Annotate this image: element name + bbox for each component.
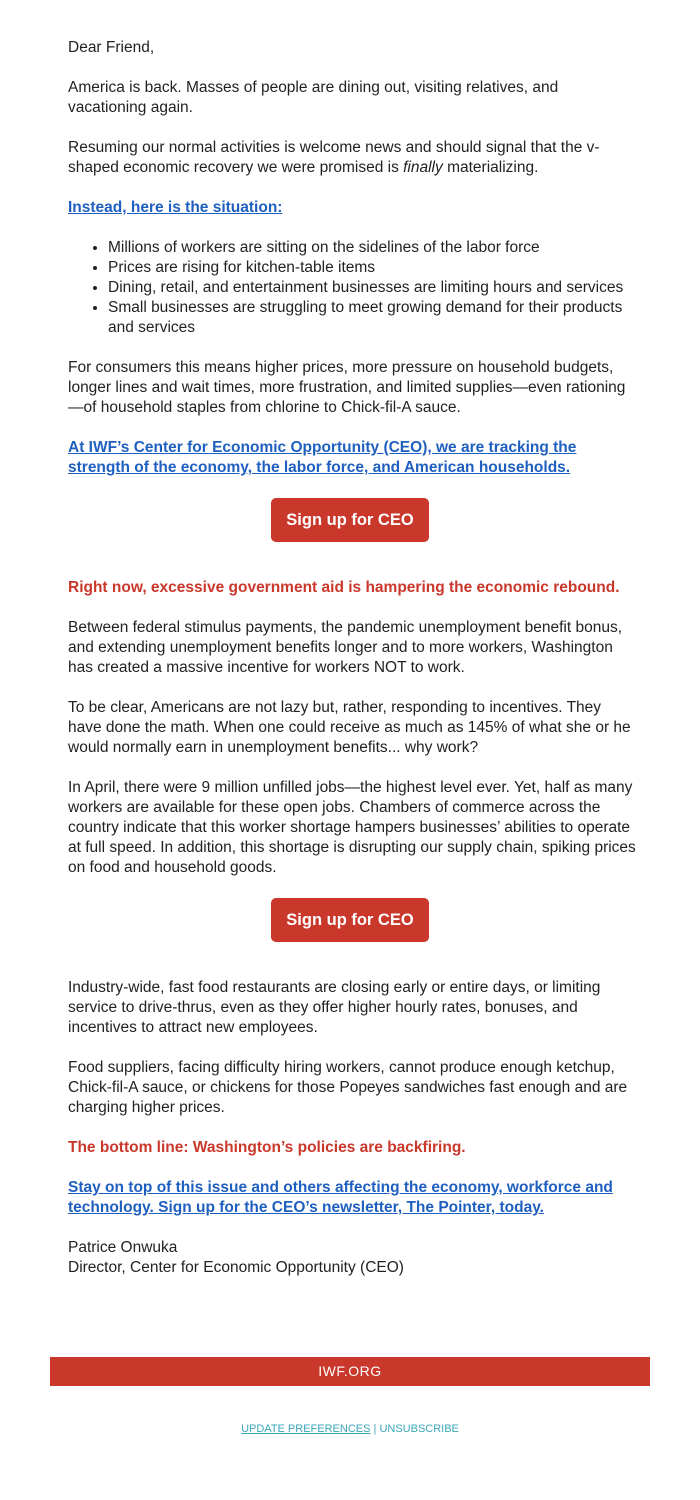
recovery-paragraph xyxy=(68,138,638,178)
incentives-paragraph: To be clear, Americans are not lazy but, rather, responding to incentives. They have done the math. When one could receive as much as 145% of what she or he would normally earn in unemployment benefits... why work? xyxy=(68,699,631,756)
sign-up-ceo-button-2[interactable]: Sign up for CEO xyxy=(271,898,428,942)
recovery-emphasis: finally xyxy=(403,159,443,176)
consumers-paragraph: For consumers this means higher prices, more pressure on household budgets, longer lines and wait times, more frustration, and limited supplies—even rationing—of household staples from chlorine to Chick-fil-A sauce. xyxy=(68,359,626,416)
unsubscribe-link[interactable]: UNSUBSCRIBE xyxy=(379,1423,459,1435)
iwf-site-link-bar[interactable]: IWF.ORG xyxy=(50,1357,650,1386)
ceo-tracking-link[interactable]: At IWF’s Center for Economic Opportunity (CEO), we are tracking the strength of the economy, the labor force, and American households. xyxy=(68,439,577,476)
greeting: Dear Friend, xyxy=(68,39,155,56)
list-item: • Small businesses are struggling to meet growing demand for their products and services xyxy=(108,298,638,338)
unfilled-jobs-paragraph: In April, there were 9 million unfilled jobs—the highest level ever. Yet, half as many workers are available for these open jobs. Chambers of commerce across the country indicate that this worker shortage hampers businesses’ abilities to operate at full speed. In addition, this shortage is disrupting our supply chain, spiking prices on food and household goods. xyxy=(68,779,636,876)
bottom-line-heading: The bottom line: Washington’s policies are backfiring. xyxy=(68,1139,466,1156)
list-item: • Millions of workers are sitting on the sidelines of the labor force xyxy=(108,238,638,258)
email-body xyxy=(68,38,638,1298)
intro-paragraph: America is back. Masses of people are dining out, visiting relatives, and vacationing again. xyxy=(68,79,559,116)
ceo-tracking-paragraph xyxy=(68,438,638,478)
situation-link[interactable]: Instead, here is the situation: xyxy=(68,199,283,216)
list-item: • Dining, retail, and entertainment businesses are limiting hours and services xyxy=(108,278,638,298)
stimulus-paragraph: Between federal stimulus payments, the pandemic unemployment benefit bonus, and extending unemployment benefits longer and to more workers, Washington has created a massive incentive for workers NOT to work. xyxy=(68,619,623,676)
cta-container-2 xyxy=(68,898,632,942)
recovery-text-end: materializing. xyxy=(442,159,539,176)
signature xyxy=(68,1238,638,1278)
recovery-text-start: Resuming our normal activities is welcome news and should signal that the v-shaped economic recovery we were promised is xyxy=(68,139,600,176)
update-preferences-link[interactable]: UPDATE PREFERENCES xyxy=(241,1423,371,1435)
list-item: • Prices are rising for kitchen-table items xyxy=(108,258,638,278)
signature-name: Patrice Onwuka xyxy=(68,1239,178,1256)
fast-food-paragraph: Industry-wide, fast food restaurants are closing early or entire days, or limiting service to drive-thrus, even as they offer higher hourly rates, bonuses, and incentives to attract new employees. xyxy=(68,979,601,1036)
newsletter-signup-link[interactable]: Stay on top of this issue and others affecting the economy, workforce and technology. Sign up for the CEO’s newsletter, The Pointer, today. xyxy=(68,1179,613,1216)
sign-up-ceo-button[interactable]: Sign up for CEO xyxy=(271,498,428,542)
aid-heading: Right now, excessive government aid is hampering the economic rebound. xyxy=(68,579,620,596)
situation-heading xyxy=(68,198,638,218)
cta-container-1 xyxy=(68,498,632,542)
situation-list xyxy=(68,238,638,338)
footer-separator: | xyxy=(370,1423,380,1435)
newsletter-paragraph xyxy=(68,1178,638,1218)
signature-title: Director, Center for Economic Opportunity (CEO) xyxy=(68,1259,404,1276)
food-suppliers-paragraph: Food suppliers, facing difficulty hiring workers, cannot produce enough ketchup, Chick-fil-A sauce, or chickens for those Popeyes sandwiches fast enough and are charging higher prices. xyxy=(68,1059,628,1116)
footer-links xyxy=(0,1423,700,1435)
